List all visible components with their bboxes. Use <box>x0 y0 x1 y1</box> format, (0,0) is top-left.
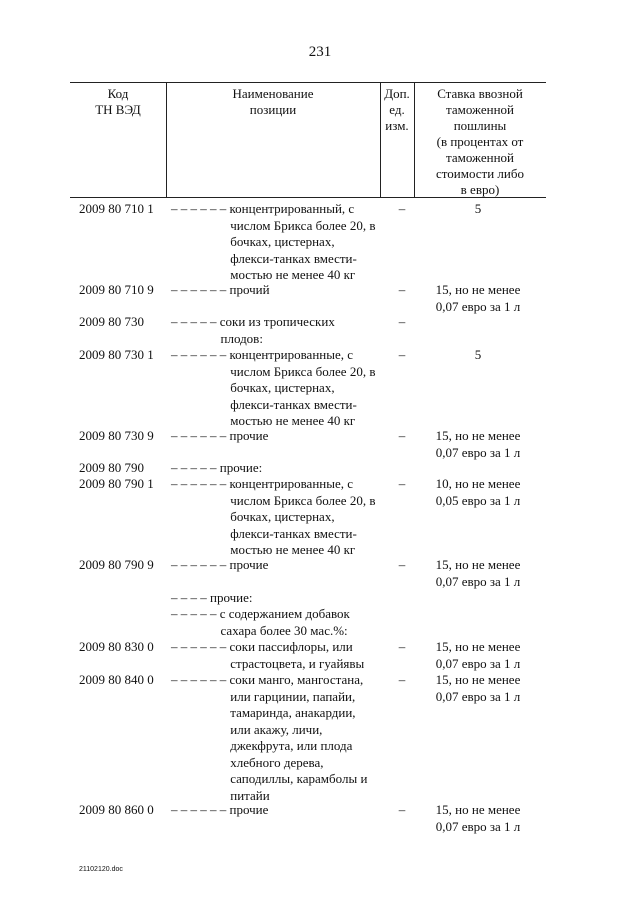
level-dashes: – – – – – – <box>171 557 227 572</box>
position-name <box>171 314 387 347</box>
position-name <box>171 428 387 445</box>
position-name-line: прочие <box>229 557 269 572</box>
duty-rate <box>420 672 536 705</box>
duty-rate-line: 0,05 евро за 1 л <box>435 492 521 508</box>
level-dashes: – – – – – – <box>171 282 227 297</box>
position-name <box>171 590 387 607</box>
duty-rate-line: 15, но не менее <box>435 672 521 687</box>
header-code: Код ТН ВЭД <box>95 86 141 117</box>
position-name-line: концентрированные, с <box>229 476 354 491</box>
supplementary-unit: – <box>398 476 406 491</box>
tn-ved-code: 2009 80 860 0 <box>79 802 154 817</box>
level-dashes: – – – – – <box>171 314 217 329</box>
position-name-line: концентрированный, с <box>229 201 355 216</box>
position-name-line: числом Брикса более 20, в <box>230 217 376 233</box>
position-name-line: флекси-танках вмести- <box>230 250 357 266</box>
supplementary-unit: – <box>398 201 406 216</box>
duty-rate <box>420 428 536 461</box>
level-dashes: – – – – – <box>171 606 217 621</box>
duty-rate-line: 0,07 евро за 1 л <box>435 573 521 589</box>
level-dashes: – – – – – – <box>171 201 227 216</box>
level-dashes: – – – – – – <box>171 672 227 687</box>
position-name <box>171 282 387 299</box>
position-name <box>171 802 387 819</box>
duty-rate-line: 15, но не менее <box>435 802 521 817</box>
position-name-line: числом Брикса более 20, в <box>230 492 376 508</box>
position-name <box>171 672 387 804</box>
duty-rate-line: 0,07 евро за 1 л <box>435 655 521 671</box>
duty-rate-line: 15, но не менее <box>435 557 521 572</box>
position-name-line: мостью не менее 40 кг <box>230 267 356 282</box>
position-name-line: плодов: <box>220 330 263 346</box>
duty-rate-line: 15, но не менее <box>435 639 521 654</box>
position-name-line: соки пассифлоры, или <box>229 639 353 654</box>
position-name-line: мостью не менее 40 кг <box>230 542 356 557</box>
position-name-line: хлебного дерева, <box>230 754 324 770</box>
duty-rate-line: 15, но не менее <box>435 428 521 443</box>
level-dashes: – – – – – – <box>171 428 227 443</box>
tn-ved-code: 2009 80 790 1 <box>79 476 154 491</box>
position-name <box>171 476 387 559</box>
duty-rate-line: 5 <box>474 201 482 216</box>
supplementary-unit: – <box>398 802 406 817</box>
duty-rate-line: 15, но не менее <box>435 282 521 297</box>
position-name-line: страстоцвета, и гуайявы <box>230 655 365 671</box>
position-name-line: бочках, цистернах, <box>230 380 335 395</box>
supplementary-unit: – <box>398 282 406 297</box>
duty-rate-line: 0,07 евро за 1 л <box>435 444 521 460</box>
duty-rate-line: 0,07 евро за 1 л <box>435 298 521 314</box>
position-name-line: бочках, цистернах, <box>230 234 335 249</box>
level-dashes: – – – – – – <box>171 476 227 491</box>
position-name-line: сахара более 30 мас.%: <box>220 622 348 638</box>
table-top-rule <box>70 82 546 83</box>
tn-ved-code: 2009 80 840 0 <box>79 672 154 687</box>
duty-rate-line: 0,07 евро за 1 л <box>435 818 521 834</box>
position-name-line: с содержанием добавок <box>219 606 350 621</box>
duty-rate <box>420 802 536 835</box>
position-name-line: соки манго, мангостана, <box>229 672 364 687</box>
position-name-line: бочках, цистернах, <box>230 509 335 524</box>
tn-ved-code: 2009 80 830 0 <box>79 639 154 654</box>
header-name: Наименование позиции <box>232 86 314 117</box>
duty-rate <box>420 282 536 315</box>
duty-rate-line: 10, но не менее <box>435 476 521 491</box>
duty-rate <box>420 476 536 509</box>
position-name-line: саподиллы, карамболы и <box>230 771 368 786</box>
position-name <box>171 347 387 430</box>
footer-filename: 21102120.doc <box>79 866 123 873</box>
duty-rate <box>420 639 536 672</box>
position-name <box>171 460 387 477</box>
position-name-line: числом Брикса более 20, в <box>230 363 376 379</box>
header-rate: Ставка ввозной таможенной пошлины (в процентах от таможенной стоимости либо в евро) <box>435 86 524 197</box>
position-name <box>171 201 387 284</box>
position-name-line: или акажу, личи, <box>230 721 323 737</box>
tn-ved-code: 2009 80 710 1 <box>79 201 154 216</box>
level-dashes: – – – – – – <box>171 639 227 654</box>
supplementary-unit: – <box>398 639 406 654</box>
position-name-line: питайи <box>230 787 270 803</box>
duty-rate <box>420 347 536 364</box>
page-number: 231 <box>308 44 332 60</box>
position-name <box>171 557 387 574</box>
tn-ved-code: 2009 80 730 1 <box>79 347 154 362</box>
level-dashes: – – – – <box>171 590 207 605</box>
position-name <box>171 639 387 672</box>
position-name <box>171 606 387 639</box>
position-name-line: прочие: <box>210 590 253 605</box>
position-name-line: прочий <box>229 282 270 297</box>
position-name-line: флекси-танках вмести- <box>230 525 357 541</box>
position-name-line: джекфрута, или плода <box>230 738 353 753</box>
position-name-line: прочие <box>229 428 269 443</box>
position-name-line: соки из тропических <box>219 314 335 329</box>
tn-ved-code: 2009 80 730 9 <box>79 428 154 443</box>
level-dashes: – – – – – – <box>171 802 227 817</box>
position-name-line: прочие: <box>219 460 263 475</box>
supplementary-unit: – <box>398 557 406 572</box>
position-name-line: прочие <box>229 802 269 817</box>
supplementary-unit: – <box>398 672 406 687</box>
tn-ved-code: 2009 80 710 9 <box>79 282 154 297</box>
tn-ved-code: 2009 80 730 <box>79 314 144 329</box>
position-name-line: мостью не менее 40 кг <box>230 413 356 428</box>
header-unit: Доп. ед. изм. <box>384 86 410 133</box>
level-dashes: – – – – – – <box>171 347 227 362</box>
duty-rate-line: 0,07 евро за 1 л <box>435 688 521 704</box>
duty-rate <box>420 557 536 590</box>
duty-rate-line: 5 <box>474 347 482 362</box>
duty-rate <box>420 201 536 218</box>
level-dashes: – – – – – <box>171 460 217 475</box>
position-name-line: или гарцинии, папайи, <box>230 688 356 704</box>
supplementary-unit: – <box>398 314 406 329</box>
position-name-line: флекси-танках вмести- <box>230 396 357 412</box>
position-name-line: концентрированные, с <box>229 347 354 362</box>
supplementary-unit: – <box>398 347 406 362</box>
supplementary-unit: – <box>398 428 406 443</box>
tn-ved-code: 2009 80 790 9 <box>79 557 154 572</box>
position-name-line: тамаринда, анакардии, <box>230 705 356 720</box>
tn-ved-code: 2009 80 790 <box>79 460 144 475</box>
